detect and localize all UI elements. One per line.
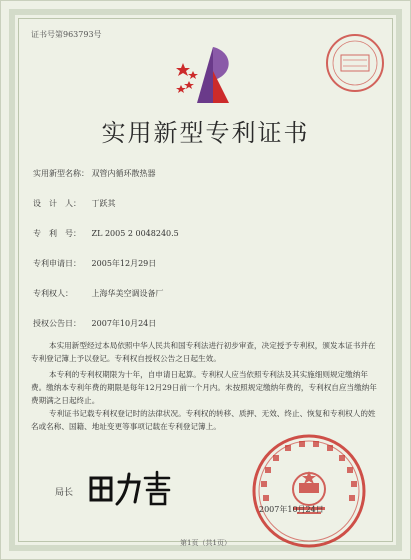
patent-office-logo-icon [169, 41, 239, 111]
issue-date: 2007年10月24日 [259, 505, 324, 514]
official-seal-icon [249, 431, 369, 551]
page-number: 第1页（共1页） [180, 539, 231, 547]
director-signature-icon [85, 468, 175, 508]
paragraph-term-and-fees: 本专利的专利权期限为十年，自申请日起算。专利权人应当依照专利法及其实施细则规定缴纳年费。缴纳本专利年费的期限是每年12月29日前一个月内。未按照规定缴纳年费的，专利权自应当缴纳年费期满之日起终止。 [31, 370, 377, 405]
field-designer: 设 计 人： 丁跃其 [33, 199, 116, 208]
director-label: 局长 [55, 488, 74, 498]
paragraph-legal-status: 专利证书记载专利权登记时的法律状况。专利权的转移、质押、无效、终止、恢复和专利权人的姓名或名称、国籍、地址变更等事项记载在专利登记簿上。 [31, 409, 376, 431]
field-application-date: 专利申请日： 2005年12月29日 [33, 259, 157, 268]
field-grant-date: 授权公告日： 2007年10月24日 [33, 319, 157, 328]
field-patent-number: 专 利 号： ZL 2005 2 0048240.5 [33, 229, 179, 238]
paragraph-grant-statement: 本实用新型经过本局依照中华人民共和国专利法进行初步审查，决定授予专利权，颁发本证书并在专利登记簿上予以登记。专利权自授权公告之日起生效。 [31, 341, 376, 363]
certificate-title: 实用新型专利证书 [101, 119, 310, 147]
field-utility-model-name: 实用新型名称： 双管内循环散热器 [33, 169, 156, 178]
field-patentee: 专利权人： 上海华美空调设备厂 [33, 289, 164, 298]
certificate-number: 证书号第963793号 [31, 30, 102, 39]
small-seal-icon [323, 31, 387, 95]
